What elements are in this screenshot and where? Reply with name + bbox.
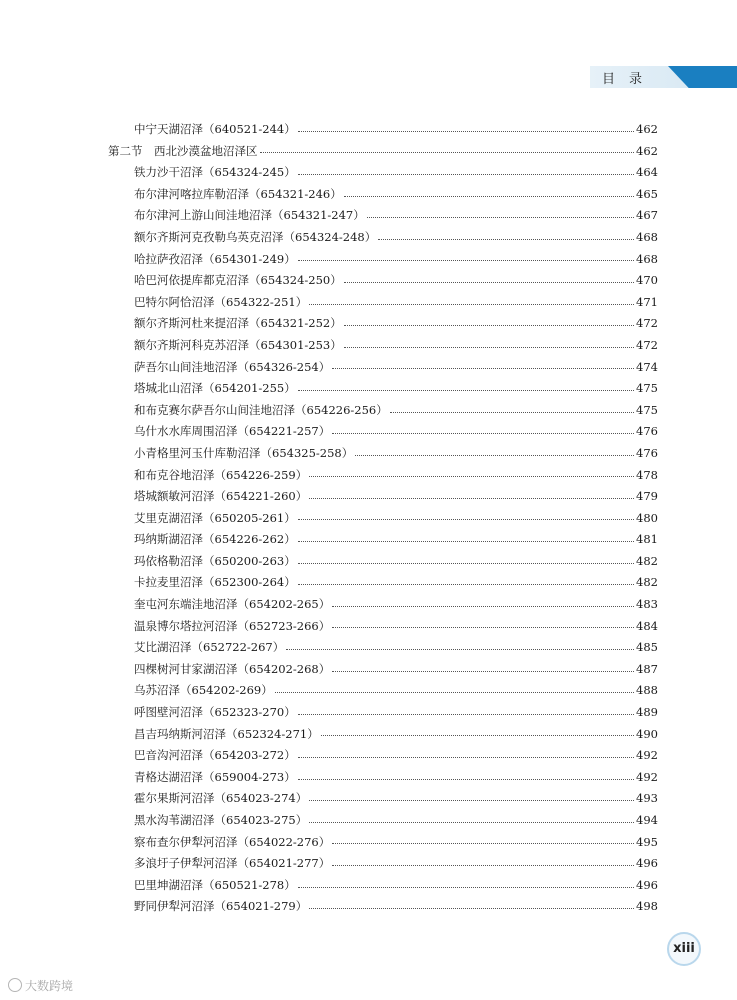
toc-dot-leader <box>298 259 634 261</box>
toc-page-number: 496 <box>636 877 658 892</box>
toc-page-number: 476 <box>636 424 658 439</box>
toc-dot-leader <box>378 238 634 240</box>
toc-dot-leader <box>309 303 634 305</box>
toc-page-number: 468 <box>636 229 658 244</box>
toc-dot-leader <box>390 411 634 413</box>
toc-page-number: 481 <box>636 532 658 547</box>
toc-page-number: 482 <box>636 553 658 568</box>
toc-entry-title: 青格达湖沼泽（659004-273） <box>134 769 296 784</box>
toc-entry-row[interactable] <box>108 465 656 487</box>
toc-entry-title: 铁力沙干沼泽（654324-245） <box>134 165 296 180</box>
toc-entry-title: 乌什水水库周围沼泽（654221-257） <box>134 424 331 439</box>
toc-entry-title: 巴特尔阿恰沼泽（654322-251） <box>134 294 308 309</box>
toc-dot-leader <box>332 864 634 866</box>
toc-dot-leader <box>355 454 634 456</box>
toc-entry-title: 额尔齐斯河克孜勒乌英克沼泽（654324-248） <box>134 229 377 244</box>
toc-dot-leader <box>286 648 634 650</box>
toc-entry-title: 中宁天湖沼泽（640521-244） <box>134 122 296 136</box>
toc-dot-leader <box>344 324 634 326</box>
toc-entry-row[interactable] <box>108 378 656 400</box>
toc-dot-leader <box>298 518 634 520</box>
toc-entry-title: 哈拉萨孜沼泽（654301-249） <box>134 251 296 266</box>
toc-entry-title: 巴音沟河沼泽（654203-272） <box>134 748 296 763</box>
toc-page-number: 478 <box>636 467 658 482</box>
toc-entry-row[interactable] <box>108 508 656 530</box>
toc-entry-title: 玛纳斯湖沼泽（654226-262） <box>134 532 296 547</box>
toc-dot-leader <box>367 216 634 218</box>
toc-page-number: 482 <box>636 575 658 590</box>
toc-entry-title: 察布查尔伊犁河沼泽（654022-276） <box>134 834 331 849</box>
toc-page-number: 492 <box>636 769 658 784</box>
toc-entry-row[interactable] <box>108 400 656 422</box>
toc-entry-title: 玛依格勒沼泽（650200-263） <box>134 553 296 568</box>
toc-entry-title: 卡拉麦里沼泽（652300-264） <box>134 575 296 590</box>
toc-section-row[interactable] <box>108 141 656 163</box>
toc-page-number: 490 <box>636 726 658 741</box>
toc-page-number: 496 <box>636 856 658 871</box>
header-title: 目录 <box>602 72 657 87</box>
toc-entry-row[interactable] <box>108 832 656 854</box>
toc-entry-row[interactable] <box>108 788 656 810</box>
toc-entry-title: 小青格里河玉什库勒沼泽（654325-258） <box>134 445 354 460</box>
toc-entry-row[interactable] <box>108 529 656 551</box>
toc-dot-leader <box>344 346 634 348</box>
toc-dot-leader <box>298 562 634 564</box>
toc-entry-title: 布尔津河上游山间洼地沼泽（654321-247） <box>134 208 365 223</box>
toc-dot-leader <box>309 821 634 823</box>
page-number-badge: xiii <box>667 932 701 966</box>
toc-dot-leader <box>309 497 634 499</box>
toc-dot-leader <box>298 778 634 780</box>
toc-page-number: 487 <box>636 661 658 676</box>
toc-page-number: 462 <box>636 143 658 158</box>
toc-entry-title: 巴里坤湖沼泽（650521-278） <box>134 877 296 892</box>
toc-page-number: 464 <box>636 165 658 180</box>
toc-dot-leader <box>260 151 635 153</box>
toc-page-number: 492 <box>636 748 658 763</box>
toc-dot-leader <box>298 173 634 175</box>
toc-entry-row[interactable] <box>108 227 656 249</box>
toc-entry-row[interactable] <box>108 292 656 314</box>
toc-entry-row[interactable] <box>108 357 656 379</box>
toc-page-number: 475 <box>636 381 658 396</box>
toc-entry-row[interactable] <box>108 184 656 206</box>
toc-page-number: 498 <box>636 899 658 914</box>
toc-entry-row[interactable] <box>108 486 656 508</box>
toc-dot-leader <box>309 907 634 909</box>
toc-dot-leader <box>309 475 634 477</box>
toc-entry-row[interactable] <box>108 637 656 659</box>
toc-entry-title: 塔城北山沼泽（654201-255） <box>134 381 296 396</box>
toc-page-number: 475 <box>636 402 658 417</box>
toc-dot-leader <box>332 367 634 369</box>
toc-entry-row[interactable] <box>108 875 656 897</box>
toc-entry-title: 黑水沟苇湖沼泽（654023-275） <box>134 813 308 827</box>
watermark <box>8 975 73 995</box>
toc-page-number: 483 <box>636 597 658 612</box>
toc-entry-title: 额尔齐斯河科克苏沼泽（654301-253） <box>134 337 342 352</box>
toc-page-number: 471 <box>636 294 658 309</box>
toc-page-number: 493 <box>636 791 658 806</box>
toc-entry-row[interactable] <box>108 767 656 789</box>
toc-entry-row[interactable] <box>108 443 656 465</box>
toc-dot-leader <box>298 583 634 585</box>
toc-dot-leader <box>332 626 634 628</box>
toc-dot-leader <box>344 281 634 283</box>
toc-page-number: 462 <box>636 122 658 136</box>
toc-page-number: 485 <box>636 640 658 655</box>
toc-entry-title: 乌苏沼泽（654202-269） <box>134 683 273 698</box>
toc-entry-title: 第二节 西北沙漠盆地沼泽区 <box>108 143 258 158</box>
toc-page-number: 488 <box>636 683 658 698</box>
toc-dot-leader <box>275 691 634 693</box>
toc-entry-title: 温泉博尔塔拉河沼泽（652723-266） <box>134 618 331 633</box>
toc-dot-leader <box>332 842 634 844</box>
toc-entry-title: 哈巴河依提库都克沼泽（654324-250） <box>134 273 342 288</box>
toc-entry-title: 和布克谷地沼泽（654226-259） <box>134 467 308 482</box>
toc-dot-leader <box>309 799 634 801</box>
toc-page-number: 474 <box>636 359 658 374</box>
toc-entry-title: 四棵树河甘家湖沼泽（654202-268） <box>134 661 331 676</box>
toc-dot-leader <box>298 130 634 132</box>
toc-page-number: 476 <box>636 445 658 460</box>
toc-entry-row[interactable] <box>108 551 656 573</box>
toc-page-number: 468 <box>636 251 658 266</box>
toc-entry-row[interactable] <box>108 313 656 335</box>
toc-page-number: 465 <box>636 186 658 201</box>
toc-dot-leader <box>344 195 634 197</box>
toc-page-number: 489 <box>636 705 658 720</box>
toc-entry-row[interactable] <box>108 335 656 357</box>
toc-dot-leader <box>332 605 634 607</box>
toc-entry-row[interactable] <box>108 572 656 594</box>
toc-entry-row[interactable] <box>108 659 656 681</box>
toc-page-number: 494 <box>636 813 658 827</box>
toc-entry-row[interactable] <box>108 162 656 184</box>
toc-entry-row[interactable] <box>108 249 656 271</box>
toc-entry-title: 艾里克湖沼泽（650205-261） <box>134 510 296 525</box>
toc-entry-title: 呼图壁河沼泽（652323-270） <box>134 705 296 720</box>
toc-entry-row[interactable] <box>108 853 656 875</box>
toc-entry-row[interactable] <box>108 724 656 746</box>
toc-entry-row[interactable] <box>108 680 656 702</box>
toc-page-number: 470 <box>636 273 658 288</box>
toc-entry-title: 昌吉玛纳斯河沼泽（652324-271） <box>134 726 319 741</box>
toc-page-number: 495 <box>636 834 658 849</box>
toc-dot-leader <box>298 886 634 888</box>
watermark-text: 大数跨境 <box>25 978 74 993</box>
toc-entry-title: 多浪圩子伊犁河沼泽（654021-277） <box>134 856 331 871</box>
toc-entry-row[interactable] <box>108 270 656 292</box>
toc-entry-row[interactable] <box>108 702 656 724</box>
toc-entry-row[interactable] <box>108 594 656 616</box>
toc-entry-row[interactable] <box>108 810 656 832</box>
section-header <box>590 66 737 88</box>
toc-entry-title: 萨吾尔山间洼地沼泽（654326-254） <box>134 359 331 374</box>
toc-entry-title: 野同伊犁河沼泽（654021-279） <box>134 899 308 914</box>
toc-entry-row[interactable] <box>108 745 656 767</box>
toc-entry-title: 和布克赛尔萨吾尔山间洼地沼泽（654226-256） <box>134 402 388 417</box>
toc-page-number: 480 <box>636 510 658 525</box>
toc-entry-row[interactable] <box>108 119 656 141</box>
toc-entry-title: 艾比湖沼泽（652722-267） <box>134 640 285 655</box>
toc-page-number: 484 <box>636 618 658 633</box>
toc-page-number: 472 <box>636 316 658 331</box>
toc-dot-leader <box>332 432 634 434</box>
toc-entry-title: 塔城额敏河沼泽（654221-260） <box>134 489 308 504</box>
toc-entry-title: 奎屯河东端洼地沼泽（654202-265） <box>134 597 331 612</box>
toc-page-number: 467 <box>636 208 658 223</box>
table-of-contents <box>108 119 656 918</box>
toc-entry-row[interactable] <box>108 205 656 227</box>
toc-dot-leader <box>298 713 634 715</box>
toc-page-number: 479 <box>636 489 658 504</box>
toc-dot-leader <box>332 670 634 672</box>
toc-entry-title: 额尔齐斯河杜来提沼泽（654321-252） <box>134 316 342 331</box>
toc-entry-row[interactable] <box>108 896 656 918</box>
toc-dot-leader <box>298 756 634 758</box>
toc-entry-row[interactable] <box>108 616 656 638</box>
toc-dot-leader <box>298 540 634 542</box>
toc-entry-title: 布尔津河喀拉库勒沼泽（654321-246） <box>134 186 342 201</box>
toc-dot-leader <box>321 734 634 736</box>
toc-dot-leader <box>298 389 634 391</box>
toc-entry-title: 霍尔果斯河沼泽（654023-274） <box>134 791 308 806</box>
watermark-logo-icon <box>8 978 22 992</box>
toc-entry-row[interactable] <box>108 421 656 443</box>
toc-page-number: 472 <box>636 337 658 352</box>
